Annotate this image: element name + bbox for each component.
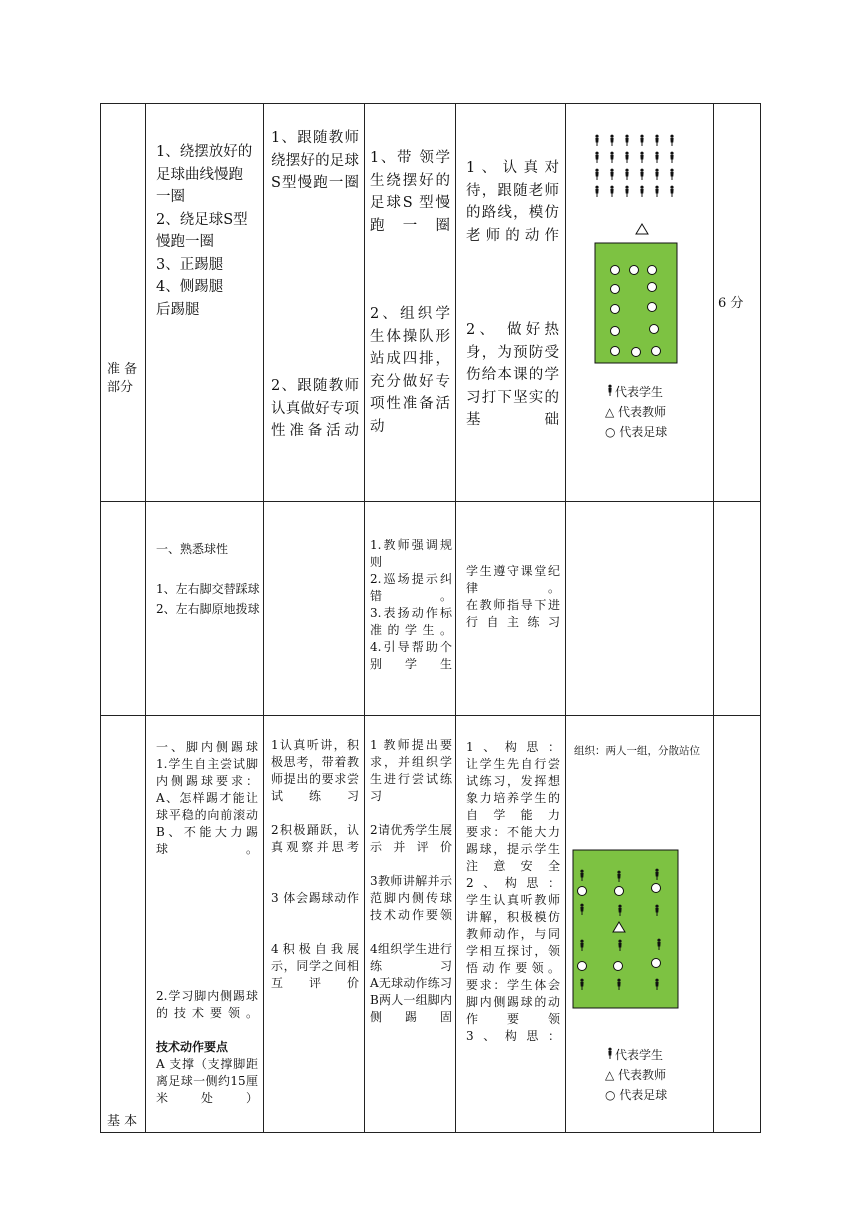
prep-student-2: 2、跟随教师认真做好专项性准备活动 (271, 378, 359, 439)
legend-ball: ○ 代表足球 (605, 425, 668, 439)
student-figure-icon (605, 384, 615, 398)
prep-time: 6 分 (718, 296, 744, 311)
ball-circle-icon: ○ (605, 1088, 620, 1102)
grid-line (364, 103, 365, 1133)
grid-line (263, 103, 264, 1133)
prep-legend (605, 384, 713, 444)
grid-line (100, 501, 761, 502)
prep-student-1: 1、跟随教师绕摆好的足球S型慢跑一圈 (271, 130, 359, 191)
grid-line (100, 103, 101, 1133)
legend-student: 代表学生 (605, 1047, 713, 1067)
warmup-teacher: 1.教师强调规则 2.巡场提示纠错。 3.表扬动作标准的学生。 4.引导帮助个别学生 (370, 538, 452, 671)
warmup-items: 1、左右脚交替踩球 2、左右脚原地拨球 (156, 582, 260, 616)
prep-intent-2: 2、 做好热身，为预防受伤给本课的学习打下坚实的基础 (466, 322, 559, 428)
legend-teacher: △ 代表教师 (605, 1068, 667, 1082)
legend-ball: ○ 代表足球 (605, 1088, 668, 1102)
teacher-triangle-icon (636, 224, 648, 234)
grid-line (145, 103, 146, 1133)
org-caption: 组织：两人一组，分散站位 (574, 745, 700, 757)
prep-teacher-2: 2、组织学生体操队形站成四排，充分做好专项性准备活动 (370, 306, 450, 435)
student-figure-icon (605, 1047, 615, 1061)
basic-intent: 1、构思： 让学生先自行尝试练习，发挥想象力培养学生的自学能力 要求：不能大力踢球，提示学生注意安全 2、构思： 学生认真听教师讲解，积极模仿教师动作，与同学相互探讨，领悟动作要领。 要求：学生体会脚内侧踢球的动作要领 3、构思： (466, 740, 560, 1043)
basic-content-c: A 支撑（支撑脚距离足球一侧约15厘米处） (156, 1057, 258, 1105)
basic-legend (605, 1047, 713, 1107)
teacher-triangle-icon: △ (605, 1068, 619, 1082)
basic-content-bold: 技术动作要点 (156, 1040, 229, 1054)
student-figure-icon (595, 135, 673, 197)
prep-teacher-1: 1、带 领学生绕摆好的足球S 型慢跑一圈 (370, 150, 450, 234)
teacher-triangle-icon: △ (605, 405, 619, 419)
practice-field (595, 243, 677, 363)
ball-circle-icon: ○ (605, 425, 620, 439)
grid-line (455, 103, 456, 1133)
warmup-intent: 学生遵守课堂纪律。 在教师指导下进行自主练习 (466, 564, 560, 629)
grid-line (100, 1132, 761, 1133)
basic-content-a: 一、脚内侧踢球 1.学生自主尝试脚内侧踢球要求： A、怎样踢才能让球平稳的向前滚动 B、不能大力踢球。 (156, 740, 258, 856)
warmup-title: 一、熟悉球性 (156, 542, 229, 556)
basic-student: 1认真听讲，积极思考，带着教师提出的要求尝试练习 2积极踊跃，认真观察并思考 3 体会踢球动作 4积极自我展示，同学之间相互评价 (271, 738, 359, 990)
section-label-prep: 准 备 部分 (107, 362, 138, 395)
basic-teacher: 1 教师提出要求，并组织学生进行尝试练习 2请优秀学生展示并评价 3教师讲解并示范脚内侧传球技术动作要领 4组织学生进行练习 A无球动作练习 B两人一组脚内侧踢固 (370, 738, 452, 1024)
pair-formation-diagram (565, 715, 713, 1015)
practice-field (573, 850, 678, 1008)
prep-intent-1: 1、认真对待，跟随老师的路线，模仿老师的动作 (466, 160, 559, 244)
section-label-basic: 基 本 (107, 1114, 138, 1129)
prep-content: 1、绕摆放好的足球曲线慢跑一圈 2、绕足球S型慢跑一圈 3、正踢腿 4、侧踢腿 后踢腿 (156, 144, 253, 318)
basic-content-b: 2.学习脚内侧踢球的技术要领。 (156, 989, 258, 1020)
lesson-plan-table (100, 103, 761, 1133)
legend-student: 代表学生 (605, 384, 713, 404)
grid-line (760, 103, 761, 1133)
legend-teacher: △ 代表教师 (605, 405, 667, 419)
grid-line (713, 103, 714, 1133)
